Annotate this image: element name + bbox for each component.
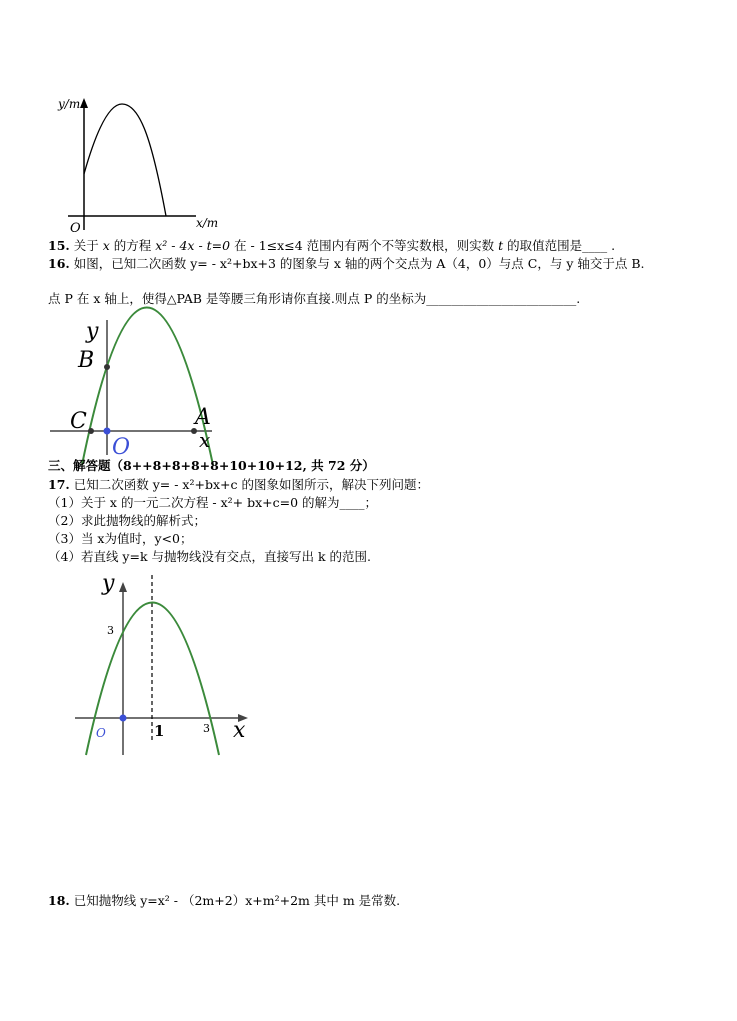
q17-stem-text: 已知二次函数 y= - x²+bx+c 的图象如图所示，解决下列问题： — [73, 477, 429, 492]
fig3-label-1: 1 — [154, 722, 165, 740]
fig3-label-x: x — [233, 718, 246, 743]
q17-number: 17. — [48, 477, 70, 492]
q15-text-4: 范围内有两个不等实数根，则实数 — [302, 238, 499, 253]
fig2-label-y: y — [86, 319, 99, 344]
q15-equation: x² - 4x - t=0 — [155, 238, 231, 253]
q15-var-t: t — [498, 238, 504, 253]
q16-text-1: 如图，已知二次函数 y= - x²+bx+3 的图象与 x 轴的两个交点为 A（4，0）与点 C，与 y 轴交于点 B. — [73, 256, 645, 271]
q15-range: - 1≤x≤4 — [250, 238, 303, 253]
q18-text: 已知抛物线 y=x² - （2m+2）x+m²+2m 其中 m 是常数. — [73, 893, 401, 908]
q15-number: 15. — [48, 238, 70, 253]
q16-number: 16. — [48, 256, 70, 271]
q16-text-2: 点 P 在 x 轴上，使得△PAB 是等腰三角形请你直接.则点 P 的坐标为________________________. — [48, 291, 581, 306]
fig2-label-c: C — [70, 409, 87, 434]
fig3-label-o: O — [96, 726, 106, 740]
q15-text-5: 的取值范围是____ . — [503, 238, 616, 253]
fig2-label-o: O — [112, 435, 131, 460]
q17-sub-2: （2）求此抛物线的解析式； — [48, 513, 206, 528]
q17-sub-4: （4）若直线 y=k 与抛物线没有交点，直接写出 k 的范围. — [48, 549, 372, 564]
fig3-point-o — [120, 715, 127, 722]
fig2-label-b: B — [78, 348, 95, 373]
q17-sub-3: （3）当 x为值时，y<0； — [48, 531, 193, 546]
q15-text-1: 关于 — [73, 238, 103, 253]
fig2-label-a: A — [195, 405, 211, 430]
fig3-label-3x: 3 — [203, 722, 210, 735]
section-3-title: 三、解答题（8++8+8+8+8+10+10+12, 共 72 分） — [48, 458, 375, 473]
fig3-y-arrow — [119, 582, 127, 592]
fig3-label-3y: 3 — [107, 624, 114, 637]
question-18 — [48, 893, 400, 909]
q15-text-2: 的方程 — [109, 238, 156, 253]
fig3-label-y: y — [102, 571, 115, 596]
q15-var-x: x — [102, 238, 110, 253]
q17-sub-1: （1）关于 x 的一元二次方程 - x²+ bx+c=0 的解为____； — [48, 495, 378, 510]
fig1-xlabel: x/m — [196, 216, 219, 230]
fig1-ylabel: y/m — [58, 97, 81, 111]
fig2-label-x: x — [199, 428, 211, 452]
q15-text-3: 在 — [230, 238, 251, 253]
fig1-origin: O — [70, 221, 81, 236]
q18-number: 18. — [48, 893, 70, 908]
